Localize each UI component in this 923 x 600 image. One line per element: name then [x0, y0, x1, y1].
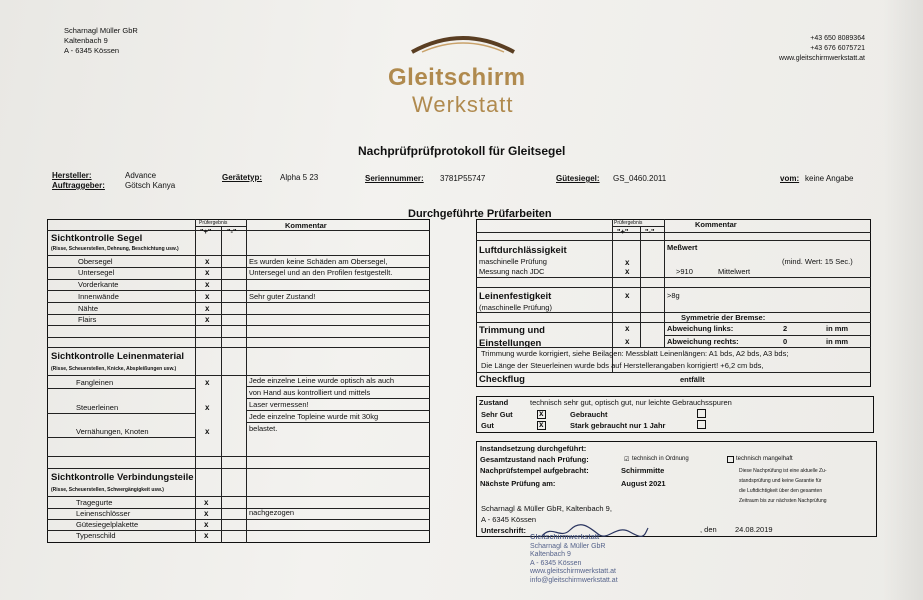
logo-text-werkstatt: Werkstatt [412, 92, 514, 117]
company-line: Scharnagl & Müller GbR, Kaltenbach 9, [481, 504, 612, 513]
kommentar-header: Kommentar [695, 220, 737, 229]
den-label: , den [700, 525, 717, 534]
luft-title: Luftdurchlässigkeit [479, 245, 567, 256]
table-row-label: Tragegurte [76, 498, 113, 507]
table-row-comment: nachgezogen [249, 508, 295, 517]
leinen-comment-line: belastet. [249, 424, 278, 433]
geraetetyp-label: Gerätetyp: [222, 173, 263, 182]
leinenfest-title: Leinenfestigkeit [479, 291, 552, 302]
address-line: Kaltenbach 9 [64, 36, 108, 45]
guetesiegel-value: GS_0460.2011 [613, 174, 667, 183]
seriennummer-label: Seriennummer: [365, 174, 424, 183]
stamp-line: A - 6345 Kössen [530, 559, 582, 567]
table-row-comment: Es wurden keine Schäden am Obersegel, [249, 257, 388, 266]
hersteller-value: Advance [125, 171, 157, 180]
leinen-comment-line: von Hand aus kontrolliert und mittels [249, 388, 371, 397]
plus-header: "+" [200, 227, 212, 236]
luft-sub2: Messung nach JDC [479, 267, 545, 276]
rechts-value: 0 [783, 337, 788, 346]
table-row-label: Typenschild [76, 531, 116, 540]
zustand-option-gebraucht: Gebraucht [570, 410, 608, 419]
contact-line: +43 676 6075721 [810, 45, 865, 52]
table-row-mark: x [204, 509, 209, 518]
table-row-label: Untersegel [78, 268, 115, 277]
trimmung-note-2: Die Länge der Steuerleinen wurde bds auf Herstellerangaben korrigiert! +6,2 cm bds, [481, 361, 764, 370]
checkflug-label: Checkflug [479, 374, 525, 385]
plus-header: "+" [617, 227, 629, 236]
naechste-label: Nächste Prüfung am: [480, 479, 556, 488]
gebraucht-checkbox[interactable] [697, 409, 706, 418]
company-stamp [530, 534, 618, 585]
vom-label: vom: [780, 174, 800, 183]
address-line: A - 6345 Kössen [64, 46, 120, 55]
naechste-value: August 2021 [621, 479, 666, 488]
unterschrift-label: Unterschrift: [481, 526, 527, 535]
table-row-mark: x [204, 531, 209, 540]
luft-mark1: x [625, 258, 630, 267]
links-unit: in mm [826, 324, 849, 333]
paraglider-arc-icon [408, 30, 518, 56]
signature-date: 24.08.2019 [735, 525, 773, 534]
table-row-mark: x [205, 280, 210, 289]
minus-header: "-" [227, 227, 237, 236]
vom-value: keine Angabe [805, 174, 854, 183]
table-row-label: Flairs [78, 315, 97, 324]
table-row-label: Obersegel [78, 257, 113, 266]
trimmung-title-2: Einstellungen [479, 338, 542, 349]
leinen-subtitle: (Risse, Scheuerstellen, Knicke, Abspleißungen usw.) [51, 366, 177, 372]
stamp-line: www.gleitschirmwerkstatt.at [530, 568, 616, 575]
table-row-mark: x [205, 304, 210, 313]
auftraggeber-value: Götsch Kanya [125, 181, 176, 190]
leinenfest-value: >8g [667, 291, 680, 300]
table-row-mark: x [205, 257, 210, 266]
verbindung-subtitle: (Risse, Scheuerstellen, Schwergängigkeit usw.) [51, 487, 164, 493]
trimmung-note-1: Trimmung wurde korrigiert, siehe Beilagen: Messblatt Leinenlängen: A1 bds, A2 bds, A3 bds; [481, 349, 789, 358]
table-row-mark: x [205, 315, 210, 324]
guetesiegel-label: Gütesiegel: [556, 174, 600, 183]
stamp-line: Kaltenbach 9 [530, 551, 571, 558]
geraetetyp-value: Alpha 5 23 [280, 173, 319, 182]
table-row-mark: x [204, 498, 209, 507]
city-line: A - 6345 Kössen [481, 515, 537, 524]
disclaimer-line: die Luftdichtigkeit über den gesamten [739, 488, 823, 494]
minus-header: "-" [645, 227, 655, 236]
segel-subtitle: (Risse, Scheuerstellen, Dehnung, Beschichtung usw.) [51, 246, 179, 252]
company-address [64, 26, 138, 56]
table-row-mark: x [205, 268, 210, 277]
stark-gebraucht-checkbox[interactable] [697, 420, 706, 429]
leinen-comment-line: Jede einzelne Topleine wurde mit 30kg [249, 412, 379, 421]
table-row-label: Innenwände [78, 292, 119, 301]
seriennummer-value: 3781P55747 [440, 174, 486, 183]
verbindung-title: Sichtkontrolle Verbindungsteile [51, 472, 194, 483]
disclaimer [739, 466, 827, 506]
luft-mittel: Mittelwert [718, 267, 751, 276]
symmetrie-label: Symmetrie der Bremse: [681, 313, 766, 322]
table-row-mark: x [205, 292, 210, 301]
contact-line: +43 650 8089364 [810, 35, 865, 42]
table-row-label: Leinenschlösser [76, 509, 131, 518]
luft-sub1: maschinelle Prüfung [479, 257, 547, 266]
links-value: 2 [783, 324, 788, 333]
pruefergebnis-header: Prüfergebnis [199, 220, 228, 226]
table-row-mark: x [205, 378, 210, 387]
zustand-option-gut: Gut [481, 421, 494, 430]
zustand-heading: technisch sehr gut, optisch gut, nur leichte Gebrauchsspuren [530, 398, 732, 407]
kommentar-header: Kommentar [285, 221, 327, 230]
zustand-label: Zustand [479, 398, 509, 407]
luft-min: (mind. Wert: 15 Sec.) [782, 257, 853, 266]
luft-mark2: x [625, 267, 630, 276]
stamp-line: Scharnagl & Müller GbR [530, 542, 606, 550]
section-title: Durchgeführte Prüfarbeiten [408, 208, 552, 220]
table-row-label: Vorderkante [78, 280, 119, 289]
address-line: Scharnagl Müller GbR [64, 26, 138, 35]
sehr-gut-mark: x [539, 409, 544, 418]
leinen-comment-line: Laser vermessen! [249, 400, 309, 409]
document-title: Nachprüfprüfprotokoll für Gleitsegel [358, 144, 566, 158]
table-row-mark: x [205, 403, 210, 412]
page-shadow [883, 0, 923, 600]
logo-text-gleitschirm: Gleitschirm [388, 64, 526, 91]
auftraggeber-label: Auftraggeber: [52, 181, 105, 190]
stamp-line: info@gleitschirmwerkstatt.at [530, 576, 618, 584]
luft-messwert: Meßwert [667, 243, 698, 252]
table-row-comment: Sehr guter Zustand! [249, 292, 316, 301]
rechts-unit: in mm [826, 337, 849, 346]
leinenfest-mark: x [625, 291, 630, 300]
leinen-comment-line: Jede einzelne Leine wurde optisch als auch [249, 376, 395, 385]
contact-line: www.gleitschirmwerkstatt.at [779, 55, 865, 62]
disclaimer-line: Zeitraum bis zur nächsten Nachprüfung [739, 498, 827, 504]
table-row-mark: x [205, 427, 210, 436]
stamp-line: Gleitschirmwerkstatt [530, 534, 600, 541]
disclaimer-line: Diese Nachprüfung ist eine aktuelle Zu- [739, 468, 827, 474]
gut-mark: x [539, 420, 544, 429]
mangelhaft-checkbox[interactable] [727, 456, 734, 463]
leinen-title: Sichtkontrolle Leinenmaterial [51, 351, 185, 362]
trimmung-mark1: x [625, 324, 630, 333]
instand-line1: Instandsetzung durchgeführt: [480, 444, 587, 453]
leinenfest-sub: (maschinelle Prüfung) [479, 303, 552, 312]
pruefergebnis-header: Prüfergebnis [614, 220, 643, 226]
disclaimer-line: standsprüfung und keine Garantie für [739, 478, 822, 484]
company-logo [360, 30, 580, 120]
in-ordnung-mark[interactable]: ☑ [624, 457, 630, 463]
table-row-label: Nähte [78, 304, 99, 313]
segel-title: Sichtkontrolle Segel [51, 233, 143, 244]
table-row-label: Fangleinen [76, 378, 114, 387]
links-label: Abweichung links: [667, 324, 734, 333]
stempel-label: Nachprüfstempel aufgebracht: [480, 466, 589, 475]
trimmung-mark2: x [625, 337, 630, 346]
company-contact [779, 34, 865, 64]
zustand-option-sehr-gut: Sehr Gut [481, 410, 513, 419]
in-ordnung-label: technisch in Ordnung [632, 456, 689, 462]
table-row-label: Gütesiegelplakette [76, 520, 139, 529]
instand-line2: Gesamtzustand nach Prüfung: [480, 455, 589, 464]
stempel-value: Schirmmitte [621, 466, 665, 475]
table-row-comment: Untersegel und an den Profilen festgestellt. [249, 268, 393, 277]
hersteller-label: Hersteller: [52, 171, 92, 180]
checkflug-value: entfällt [680, 375, 705, 384]
table-row-label: Vernähungen, Knoten [76, 427, 149, 436]
table-row-mark: x [204, 520, 209, 529]
rechts-label: Abweichung rechts: [667, 337, 739, 346]
trimmung-title-1: Trimmung und [479, 325, 545, 336]
luft-value: >910 [676, 267, 693, 276]
table-row-label: Steuerleinen [76, 403, 119, 412]
zustand-option-stark-gebraucht: Stark gebraucht nur 1 Jahr [570, 421, 666, 430]
mangelhaft-label: technisch mangelhaft [736, 456, 793, 462]
